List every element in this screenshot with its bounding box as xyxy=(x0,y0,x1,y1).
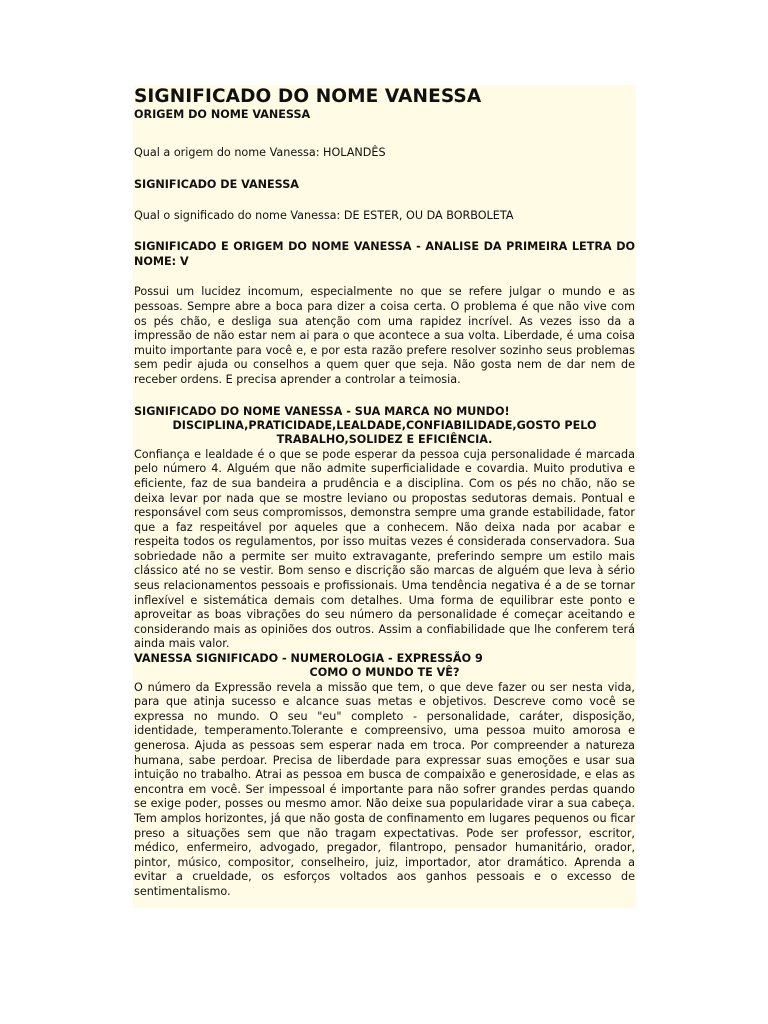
first-letter-heading: SIGNIFICADO E ORIGEM DO NOME VANESSA - ANALISE DA PRIMEIRA LETRA DO NOME: V xyxy=(134,240,635,268)
origin-line: Qual a origem do nome Vanessa: HOLANDÊS xyxy=(134,146,386,159)
mark-heading: SIGNIFICADO DO NOME VANESSA - SUA MARCA NO MUNDO! xyxy=(134,404,510,418)
numerology-question: COMO O MUNDO TE VÊ? xyxy=(309,666,460,680)
meaning-line: Qual o significado do nome Vanessa: DE ESTER, OU DA BORBOLETA xyxy=(134,208,514,222)
meaning-heading: SIGNIFICADO DE VANESSA xyxy=(134,177,299,191)
mark-traits: DISCIPLINA,PRATICIDADE,LEALDADE,CONFIABILIDADE,GOSTO PELO TRABALHO,SOLIDEZ E EFICIÊNCIA. xyxy=(172,418,597,447)
page-title: SIGNIFICADO DO NOME VANESSA xyxy=(134,86,482,107)
numerology-paragraph: O número da Expressão revela a missão que tem, o que deve fazer ou ser nesta vida, para que atinja sucesso e alcance suas metas e objetivos. Descreve como você se expressa no mundo. O seu "eu" completo - personalidade, caráter, disposição, identidade, temperamento.Tolerante e compreensivo, uma pessoa muito amorosa e generosa. Ajuda as pessoas sem esperar nada em troca. Por compreender a natureza humana, sabe perdoar. Precisa de liberdade para expressar suas emoções e usar sua intuição no trabalho. Atrai as pessoa em busca de compaixão e generosidade, e elas as encontra em você. Ser impessoal é importante para não sofrer grandes perdas quando se exige poder, posses ou mesmo amor. Não deixe sua popularidade virar a sua cabeça. Tem amplos horizontes, já que não gosta de confinamento em lugares pequenos ou ficar preso a situações sem que não tragam expectativas. Pode ser professor, escritor, médico, enfermeiro, advogado, pregador, filantropo, pensador humanitário, orador, pintor, músico, compositor, conselheiro, juiz, importador, ator dramático. Aprenda a evitar a crueldade, os esforços voltados aos ganhos pessoais e o excesso de sentimentalismo. xyxy=(134,680,635,898)
first-letter-paragraph: Possui um lucidez incomum, especialmente no que se refere julgar o mundo e as pessoas. Sempre abre a boca para dizer a coisa certa. O problema é que não vive com os pés chão, e desliga sua atenção com uma rapidez incrível. As vezes isso da a impressão de não estar nem ai para o que acontece a sua volta. Liberdade, é uma coisa muito importante para você e, e por esta razão prefere resolver sozinho seus problemas sem pedir ajuda ou conselhos a quem quer que seja. Não gosta nem de dar nem de receber ordens. E precisa aprender a controlar a teimosia. xyxy=(134,285,635,386)
article-body xyxy=(133,85,636,908)
origin-subtitle: ORIGEM DO NOME VANESSA xyxy=(134,108,311,121)
mark-paragraph: Confiança e lealdade é o que se pode esperar da pessoa cuja personalidade é marcada pelo número 4. Alguém que não admite superficialidade e covardia. Muito produtiva e eficiente, faz de sua bandeira a prudência e a disciplina. Com os pés no chão, não se deixa levar por nada que se mostre leviano ou propostas sedutoras demais. Pontual e responsável com seus compromissos, demonstra sempre uma grande estabilidade, fator que a faz respeitável por aqueles que a conhecem. Não deixa nada por acabar e respeita todos os regulamentos, por isso muitas vezes é considerada conservadora. Sua sobriedade não a permite ser muito extravagante, preferindo sempre um estilo mais clássico até no se vestir. Bom senso e discrição são marcas de alguém que leva à sério seus relacionamentos pessoais e profissionais. Uma tendência negativa é a de se tornar inflexível e sistemática demais com detalhes. Uma forma de equilibrar este ponto e aproveitar as boas vibrações do seu número da personalidade é começar aceitando e considerando mais as opiniões dos outros. Assim a confiabilidade que lhe conferem terá ainda mais valor. xyxy=(134,447,635,651)
numerology-heading: VANESSA SIGNIFICADO - NUMEROLOGIA - EXPRESSÃO 9 xyxy=(134,652,483,666)
